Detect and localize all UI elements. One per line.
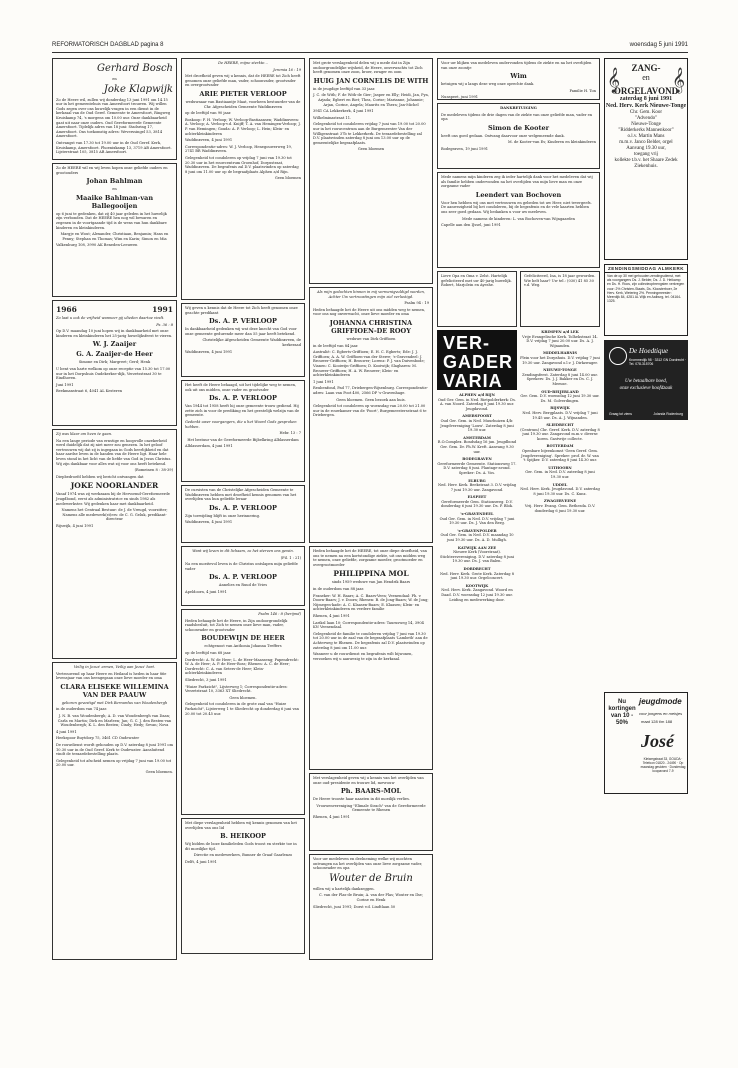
- notice-name: Wouter de Bruin: [329, 872, 413, 884]
- notice-name: HUIG JAN CORNELIS DE WITH: [313, 76, 429, 85]
- ad-jose-jeugdmode: Nu kortingen van 10 - 50% jeugdmode voor jongens en meisjes maat 128 t/m 188 José Kleiwegstraat 33, GOUDA · Telefoon 01820 - 24490 · Op maandag gesloten · Donderdag koopavond 7-9: [604, 692, 688, 794]
- church-event: [520, 499, 600, 513]
- church-event: [520, 330, 600, 348]
- church-event-place: ALPHEN a/d RIJN: [459, 393, 495, 397]
- notice-death-van-der-paauw: Veilig in Jezus' armen, Veilig aan Jezus' hart. Vertrouwend op haar Heere en Heiland is heden in haar 86e levensjaar van ons heengegaan onze lieve moeder en oma CLARA ELISEKE WILLEMINA VAN DER PAAUW geboren gevestigd met Dirk Bernardus van Woudenbergh in de ouderdom van 74 jaar. J. N. B. van Woudenbergh; A. D. van Woudenbergh van Daan; Carla en Martin; Dirk en Marleen; Jan; G. C. J. den Besten-van Woudenbergh; K. L. den Besten; Cindy; Hedy; Sevan; Nova 4 juni 1991 Heekspoor Buytdorp 75, 3461 CD Oudewater De rouwdienst wordt gehouden op D.V. zaterdag 8 juni 1991 om 10.30 uur in de Oud Geref. Kerk te Oudewater. Aansluitend vindt de teraardebestelling plaats. Gelegenheid tot afscheid nemen op vrijdag 7 juni van 19.00 tot 20.00 uur. Geen bloemen.: [52, 662, 177, 960]
- church-event-text: Ned. Herv. Kerk. Jeugdavond. D.V. zaterdag 8 juni 19.30 uur. Ds. C. Kunz.: [520, 487, 600, 496]
- notice-thanks-van-bochoven: Mede namens mijn kinderen zeg ik ieder hartelijk dank voor het medeleven dat wij als familie hebben ondervonden na het overlijden van mijn lieve man en onze zorgzame vader Leendert van Bochoven Voor hen hebben wij ons met vertrouwen en gebeden tot uw Heer, niet tevergeefs. De aanwezigheid bij het condoleren, bij de begrafenis en de vele kaarten hebben ons zeer goed gedaan. Wij bedanken u voor uw meeleven. Mede namens de kinderen: L. van Bochoven-van Wijngaarden Capelle aan den IJssel, juni 1991: [437, 172, 600, 268]
- header-left: REFORMATORISCH DAGBLAD pagina 8: [52, 42, 164, 48]
- notice-thanks-de-kooter: DANKBETUIGING De medeleven tijdens de drie dagen van de ziekte van onze geliefde man, vader en opa Simon de Kooter heeft ons goed gedaan. Ontvang daarvoor onze welgemeende dank. M. de Kooter-van Es; Kinderen en kleinkinderen Bodegraven, 19 juni 1991: [437, 103, 600, 169]
- church-event-place: BODEGRAVEN: [462, 457, 492, 462]
- church-event-place: 's-GRAVENDEEL: [460, 512, 494, 517]
- church-event: [437, 393, 517, 411]
- notice-anniversary-bahlman: Zo de HEERE wil en wij leven hopen onze geliefde ouders en grootouders Johan Bahlman en Maaike Bahlman-van Ballegooijen op 6 juni te gedenken, dat zij 40 jaar geleden in het huwelijk zijn verbonden. Dat de HEERE hen nog wil bewaren en zegenen in de voortgaande tijd is de wens van hun dankbare kinderen en kleinkinderen. Margje en Wout; Alexander, Christiaan, Benjamin; Hans en Fenny; Stephan en Thomas; Wim en Karin; Simon en Mia Valkenburg 108, 3990 AK Beneden-Leeuwen: [52, 163, 177, 297]
- church-event-text: (Centrum) Chr. Geref. Kerk. D.V. zaterdag 8 juni 19.30 uur. Zangavond m.m.v. diverse koren. Gastvrije collecte.: [520, 427, 600, 441]
- church-event-place: ELSPEET: [467, 495, 487, 500]
- column-1: [52, 58, 177, 963]
- ad-zang-orgelavond: 𝄞 𝄞 ZANG- en ORGELAVOND zaterdag 8 juni 1991 Ned. Herv. Kerk Nieuwe-Tonge Chr. Gem. Koor "Advendo" Nieuwe-Tonge "Ridderkerks Mannenkoor" o.l.v. Martin Mans m.m.v. Janco Belder, orgel Aanvang 19.30 uur, toegang vrij kollekte t.b.v. het Shaare Zedek Ziekenhuis.: [604, 58, 688, 260]
- church-event-text: Oud Ger. Gem. in Ned. Rietpolderkerk: Ds. A. van Noord. Zaterdag 8 juni 19.30 uur. Jeugdavond.: [437, 397, 517, 411]
- notice-death-verloop-apeldoorn: Want wij leven in dit lichaam, zo het sterven ons gewin. (Fil. 1 : 21) Na een moeitevol leven is de Christus ontslapen mijn geliefde vader Ds. A. P. VERLOOP Annelies en Ruud de Vries Apeldoorn, 4 juni 1991: [181, 546, 305, 606]
- church-events-left: [437, 330, 517, 605]
- church-event: [520, 390, 600, 404]
- notice-name: Gerhard Bosch: [97, 63, 173, 74]
- treble-clef-icon: 𝄞: [607, 67, 621, 92]
- church-event: [437, 584, 517, 602]
- church-event: [520, 483, 600, 497]
- notice-death-de-heer: Psalm 146 : 8 (berijmd) Heden behaagde het de Heere, in Zijn ondoorgrondelijk raadsbesluit, tot Zich te nemen onze lieve man, vader, schoonvader en grootvader BOUDEWIJN DE HEER echtgenoot van Anthonia Johanna Treffers op de leeftijd van 68 jaar. Dordrecht: A. W. de Heer; L. de Heer-Maasseng; Papendrecht: W. A. de Heer; A. P. de Heer-Boss; Rhenen: A. C. de Heer; Dordrecht: C. A. van Seters-de Heer; Klein- achterkleinkinderen Sliedrecht, 3 juni 1991 "Huize Parkzicht", Lijsterweg 1; Correspondentie-adres: Verzetstraat 10, 3363 XT Sliedrecht. Geen bloemen. Gelegenheid tot condoleren in de grote zaal van "Huize Parkzicht", Lijsterweg 1 te Sliedrecht op donderdag 6 juni van 20.00 tot 20.45 uur.: [181, 609, 305, 815]
- church-event-place: AMSTERDAM: [463, 435, 491, 440]
- church-event-place: 's-GRAVENPOLDER: [457, 528, 497, 533]
- column-4: [437, 58, 600, 605]
- notice-name: Maaike Bahlman-van Ballegooijen: [75, 193, 154, 210]
- notice-name: ARIE PIETER VERLOOP: [199, 89, 287, 98]
- notice-name: W. J. Zaaijer: [92, 340, 137, 349]
- notice-name: Wim: [510, 72, 527, 81]
- church-event-text: Ger. Gem. in Ned. D.V. zaterdag 8 juni 19.30 uur.: [525, 470, 595, 480]
- notice-name: Johan Bahlman: [86, 177, 143, 186]
- notice-death-noorlander: Zij was klaar om heen te gaan. Na een lange periode van ernstige en hoopvolle onzekerheid werd duidelijk dat zij niet meer zou genezen. In het geloof vertrouwen wij dat zij is ingegaan in Gods heerlijkheid en dat haar aardse leven in de handen van de Heere ligt. Haar hele leven stond in het licht van de liefde van God in Jezus Christus. Wij zijn dankbaar voor alles wat zij voor ons heeft betekend. (Romeinen 8 : 38-39) Diepbedroefd hebben wij bericht ontvangen dat JOKE NOORLANDER Vanaf 1974 was zij werkzaam bij de Hervormd-Gereformeerde Jeugdbond, eerst als administratrice en sinds 1982 als medewerkster. Wij gedenken haar met dankbaarheid. Namens het Centraal Bestuur: de J. de Vreugd, voorzitter; Namens alle medewerk(st)ers: de C. G. Geluk, predikant-directeur Rijswijk, 4 juni 1991: [52, 429, 177, 659]
- notice-name: JOKE NOORLANDER: [70, 481, 159, 491]
- church-event-place: DORDRECHT: [463, 567, 491, 571]
- church-event: [520, 406, 600, 420]
- church-event-place: NIEUWE-TONGE: [543, 368, 577, 373]
- notice-death-baars-mol: Met verslagenheid geven wij u kennis van het overlijden van onze oud-presidente en trouwe lid, mevrouw Ph. BAARS-MOL De Heere trooste haar naasten in dit moeilijk verlies. Vrouwenvereniging "Elimale Sirach" van de Gereformeerde Gemeente te Rhenen Rhenen, 4 juni 1991: [309, 773, 433, 851]
- notice-name: Ds. A. P. VERLOOP: [209, 317, 277, 326]
- notice-thanks-de-bruin: Voor uw medeleven en deelneming welke wij mochten ontvangen na het overlijden van onze lieve zorgzame vader, schoonvader en opa Wouter de Bruin willen wij u hartelijk dankzeggen. C. van der Plas-de Bruin; A. van der Plas; Wouter en Ilse; Corine en Henk Sliedrecht, juni 1991; Dorst v.d. Lindtlaan 50: [309, 854, 433, 960]
- vergader-varia-banner: VER-GADER VARIA: [437, 330, 517, 390]
- column-3: [309, 58, 433, 963]
- notice-name: PHILIPPINA MOL: [333, 569, 409, 579]
- notice-death-de-with: Met grote verslagenheid delen wij u mede dat in Zijn ondoorgrondelijke wijsheid, de Heere, onverwachts tot Zich heeft genomen onze zoon, broer, zwager en oom HUIG JAN CORNELIS DE WITH in de jeugdige leeftijd van 33 jaar. J. C. de With; F. de With-de Gier; Jasper en Elly; Heidi, Jan, Pya, Arjada; Egbert en Riet; Thea, Corise; Marianne, Johannie; Arjan, Corine, Angela; Maurits en Thera; Jan-Michel 3941 CA Lekkerkerk, 4 juni 1991 Wilhelminastraat 11. Gelegenheid tot condoleren vrijdag 7 juni van 19.00 tot 20.00 uur in het rouwcentrum aan de Burgemeester Van der Willigenstraat 37b te Lekkerkerk. De teraardebestelling zal D.V. plaatsvinden zaterdag 8 juni om 13.00 uur op de gemeentelijke begraafplaats. Geen bloemen: [309, 58, 433, 284]
- church-event-text: Plein voor het Dorpshuis. D.V. vrijdag 7 juni 19.30 uur. Zangavond o.l.v. J. Dirkzwager.: [520, 355, 600, 365]
- church-event-place: UDDEL: [552, 482, 568, 487]
- notice-name: CLARA ELISEKE WILLEMINA VAN DER PAAUW: [60, 682, 169, 699]
- notice-name: BOUDEWIJN DE HEER: [201, 634, 285, 643]
- notice-death-verloop-alblasserdam: Het heeft de Heere behaagd, uit het tijdelijke weg te nemen, ook uit ons midden, onze vader en grootvader Ds. A. P. VERLOOP Van 1944 tot 1958 heeft hij onze gemeente trouw gediend. Hij zette zich in voor de prediking en het geestelijk welzijn van de gemeente. Gedenkt uwer voorgangers, die u het Woord Gods gesproken hebben. Hebr. 13 : 7 Het bestuur van de Gereformeerde Bijbelkring Alblasserdam Alblasserdam, 4 juni 1991: [181, 380, 305, 482]
- ad-hoedtique: De Hoedtique Krommedijk 98 · 3312 GN Dordrecht · Tel. 078-315706 Uw betaalbare hoed, onze exclusieve hoofdzaak Graag tot ziens Jolanda Rodenburg: [604, 340, 688, 420]
- notice-name: Ds. A. P. VERLOOP: [209, 503, 277, 512]
- ad-zendingsmiddag: ZENDINGSMIDDAG ALMKERK Van de op 30 mei gehouden zendingsdienst, met als voorgangers Ds. J. Belder, Ds. J. D. Heikamp en Ds. H. Roos, zijn collecteopbrengsten verkregen voor: 2% Christen-Staats, Ds. Kloosterboer, 2e Herv. Kerk, Wetering 2%. Penningmeester: Meerdijk 84, 4281 AL Wijk en Aalburg, tel. 04164-1325.: [604, 264, 688, 336]
- header-right: woensdag 5 juni 1991: [629, 42, 688, 48]
- notice-name: Joke Klapwijk: [103, 83, 173, 95]
- church-event-text: Zendingsfeest. Zaterdag 8 juni 14.00 uur. Sprekers: Ds. J. J. Bakker en Ds. C. J. Meeuse.: [522, 372, 598, 386]
- church-event-place: KATWIJK AAN ZEE: [457, 545, 497, 550]
- church-event: [437, 414, 517, 432]
- notice-congrats-ina: Gefeliciteerd, Ina, is 18 jaar geworden. Wie belt haar? Uw tel.: (030) 41 85 30 v.d. Weg.: [520, 271, 600, 327]
- notice-death-griffioen: Als mijn gedachten binnen in mij vermenigvuldigd worden, Achter Uw vertroostingen mijn ziel verlustigd. Psalm 94 : 19 Heden behaagde het de Heere uit ons midden weg te nemen, voor ons nog onverwacht, onze lieve moeder en oma JOHANNA CHRISTINA GRIFFIOEN-DE ROOY weduwe van Dirk Griffioen in de leeftijd van 84 jaar. Australië: C. Egberts-Griffioen; E. H. C. Egberts; Ede: J. J. Griffioen; A. A. W. Griffioen-van der Sterre; 's-Gravendeel: J. Brouwer-Griffioen; H. Brouwer; Lorenz: P. J. van Duivenbode; Vianen: C. Kooiwijn-Griffioen; D. Kooiwijk; Slagharen: M. Brouwer-Griffioen; H. A. W. Brouwer; Klein- en achterkleinkinderen 1 juni 1991 Reubenfond, Pad 77, Driebergen-Rijsenburg. Correspondentie-adres: Laan van Poot 400, 2566 DP 's-Gravenhage. Geen bloemen. Geen bezoek aan huis. Gelegenheid tot condoleren op woensdag van 20.00 tot 21.00 uur in de rouwkamer van de 'Poort', Burgemeestersstraat 6 te Driebergen.: [309, 287, 433, 543]
- church-event-place: AMERSFOORT: [462, 414, 492, 419]
- church-event: [437, 512, 517, 526]
- church-event-text: Oud Ger. Gem. in Ned. D.V. vrijdag 7 juni 19.30 uur. Ds. J. Van den Berg.: [439, 516, 515, 526]
- church-event-place: KRIMPEN a/d LEK: [541, 330, 579, 334]
- hat-logo-icon: [609, 347, 627, 365]
- church-event-text: Nieuwe Kerk (Voorstraat). Stichtersvereniging. D.V. zaterdag 8 juni 19.30 uur. Ds. J. van Balen.: [439, 550, 514, 564]
- church-event-text: Gereformeerde Gemeente. Stationsweg 17. D.V. zaterdag 8 juni. Plantage-avond. Spreker: Ds. A. Vos.: [437, 461, 517, 475]
- ad-column-bottom: [604, 692, 688, 798]
- notice-death-verloop-family: De HEERE, mijne sterkte... Jeremia 16 : 19 Met droefheid geven wij u kennis, dat de HEERE tot Zich heeft genomen onze geliefde man, vader, schoonvader, grootvader en overgrootvader ARIE PIETER VERLOOP weduwnaar van Bastiaantje Maat, voorheen bestuurder van de Chr. Afgescheiden Gemeente Waddinxveen op de leeftijd van 90 jaar. Boskoop: F. H. Verloop; W. Verloop-Bastiaansen; Waddinxveen: A. Verloop; A. Verloop-v.d. Knijff; T. A. van Hemingen-Verloop; J. P. van Hemingen; Gouda: A. P. Verloop; L. Hein; Klein- en achterkleinkinderen Waddinxveen, 4 juni 1991 Correspondentie-adres: W. J. Verloop, Henegouwerweg 19, 2741 BR Waddinxveen. Gelegenheid tot condoleren op vrijdag 7 juni van 19.30 tot 20.30 uur in het rouwcentrum Groenhof, Dorpsstraat, Waddinxveen. De begrafenis zal D.V. plaatsvinden op zaterdag 8 juni om 11.00 uur op de begraafplaats Alphen a/d Rijn. Geen bloemen: [181, 58, 305, 300]
- church-event-text: Ned. Herv. Kerk. Beekstraat 3. D.V. vrijdag 7 juni 19.30 uur. Zangavond.: [437, 483, 517, 492]
- church-event-text: Ger. Gem. D.V. woensdag 12 juni 19.30 uur. Ds. M. Golverdingen.: [520, 394, 600, 403]
- church-event: [520, 466, 600, 480]
- church-event: [437, 479, 517, 493]
- church-event-text: Vrije Evangelische Kerk. Tolhekstraat 14. D.V. vrijdag 7 juni 20.00 uur. Ds. A. J. Wijnanden.: [522, 334, 598, 348]
- church-event-text: Ned. Herv. Kerk. Grote Kerk. Zaterdag 8 juni 19.30 uur. Orgelconcert.: [439, 571, 515, 581]
- church-event: [437, 529, 517, 543]
- church-event: [520, 368, 600, 386]
- notice-name: B. HEIKOOP: [220, 832, 266, 841]
- notice-name: JOHANNA CHRISTINA GRIFFIOEN-DE ROOY: [329, 318, 413, 335]
- page-header: [52, 40, 688, 53]
- church-event-place: KOOTWIJK: [465, 583, 489, 588]
- church-event: [437, 567, 517, 581]
- notice-name: Leendert van Bochoven: [475, 190, 562, 199]
- notice-death-heikoop: Met diepe verslagenheid hebben wij kennis genomen van het overlijden van ons lid B. HEIKOOP Wij bidden de boze familieleden Gods troost en sterkte toe in dit moeilijke tijd. Directie en medewerkers, Bunner de Graaf Gaarlenzo Delft, 4 juni 1991: [181, 818, 305, 954]
- notice-name: Ds. A. P. VERLOOP: [209, 573, 277, 582]
- notice-wedding-bosch: Gerhard Bosch en Joke Klapwijk Zo de Heere wil, zullen wij donderdag 13 juni 1991 om 14.15 uur in het gemeentehuis van Amersfoort trouwen. Wij willen Gods zegen over ons huwelijk vragen in een dienst in de kerkzaal van de Oud Geref. Gemeente te Amersfoort, Ringweg Kruiskamp 74, 's morgens om 10.00 uur. Onze dankbaarheid gaat uit naar onze ouders. Oud Gereformeerde Gemeente Amersfoort. Tijdelijk adres van 18 juni: Stadsring 17, Amersfoort. Ons toekomstig adres: Weverssingel 53, 3814 Amersfoort. Ontvangst van 17.30 tot 19.00 uur in de Oud Geref. Kerk, Kruiskamp, Amersfoort. Phoenixkamp 13, 3719 AB Amersfoort. Lijsterstraat 105, 3815 AB Amersfoort.: [52, 58, 177, 160]
- notice-death-mol: Heden behaagde het de HEERE, tot onze diepe droefheid, van ons te nemen na een kortstondige ziekte, uit ons midden weg te nemen, onze geliefde, zorgzame moeder, grootmoeder en overgrootmoeder PHILIPPINA MOL sinds 1959 weduwe van Jan Hendrik Baars in de ouderdom van 88 jaar. Franeker: W. H. Baars; A. C. Baars-Veen; Veenendaal: Ph. v. Doorn-Baars; J. v. Doorn; Rhenen: B. de Jong-Baars; W. de Jong; Nijmegen-kade: A. C. Klaasen-Baars; E. Klaasen; Klein- en achterkleinkinderen en verdere familie Rhenen, 4 juni 1991 Lariksl laan 10; Correspondentie-adres: Taurusweg 14, 3904 KN Veenendaal. Gelegenheid de familie te condoleren vrijdag 7 juni van 19.30 tot 20.00 uur in de zaal van de begraafplaats 'Lambeth' aan de Achterweg te Rhenen. De begrafenis zal D.V. plaatsvinden op zaterdag 8 juni om 11.00 uur. Wanneer u de rouwdienst en begrafenis wilt bijwonen, verzoeken wij u aanwezig te zijn in de kerkzaal.: [309, 546, 433, 770]
- church-event-text: Oud Ger. Gem. in Ned. Muurhuizen 4/b: Jeugdvereniging 'Louw'. Zaterdag 8 juni 19.30 uur.: [440, 418, 514, 433]
- treble-clef-icon: 𝄞: [671, 67, 685, 92]
- church-event: [520, 351, 600, 365]
- church-event: [437, 495, 517, 509]
- church-event-text: Ned. Herv. Bergplaats. D.V. vrijdag 7 juni 19.45 uur. Ds. A. J. Wijnanden.: [522, 410, 598, 420]
- church-events-right: [520, 330, 600, 605]
- church-event-place: ZWAGERVEENE: [543, 499, 577, 504]
- notice-name: Ph. BAARS-MOL: [340, 787, 402, 796]
- notice-anniversary-zaaijer: 1966 1991 Zo laat u ook de vrijheid wanneer gij ulieden daartoe vindt. Ps. 36 : 8 Op D.V. maandag 10 juni hopen wij in dankbaarheid met onze kinderen en kleinkinderen het 25-jarig huwelijksfeest te vieren. W. J. Zaaijer G. A. Zaaijer-de Heer Simone en Dirk; Margreet; Gerd; Henk U bent van harte welkom op onze receptie van 15.30 tot 17.00 uur in het Dorpshuis Oudekerkse-dijk, Verzetsstraat 30 te Eindhoven. Juni 1991 Beekmanstraat 6, 4041 AL Kesteren: [52, 300, 177, 426]
- church-event-text: Vrij. Herv. Evang. Gem. Bethesda. D.V. donderdag 6 juni 19.30 uur.: [524, 504, 596, 513]
- column-2: [181, 58, 305, 957]
- notice-death-verloop-church: Wij geven u kennis dat de Heere tot Zich heeft genomen onze geachte predikant Ds. A. P. VERLOOP In dankbaarheid gedenken wij wat deze knecht van God voor onze gemeente gedurende meer dan 55 jaar heeft betekend. Christelijke Afgescheiden Gemeente Waddinxveen, de kerkeraad Waddinxveen, 4 juni 1991: [181, 303, 305, 377]
- church-event-text: Gereformeerde Gem. Stationsweg. D.V. donderdag 6 juni 19.30 uur. Ds. P. Blok.: [440, 499, 514, 509]
- church-event: [437, 436, 517, 454]
- notice-thanks-ton: Voor uw blijken van medeleven ondervonden tijdens de ziekte en na het overlijden van onze zoontje Wim betuigen wij u langs deze weg onze oprechte dank. Familie H. Ton Nunspeet, juni 1991: [437, 58, 600, 100]
- notice-name: Ds. A. P. VERLOOP: [209, 394, 277, 403]
- ad-column: [604, 58, 688, 424]
- church-event-text: Oud Ger. Gem. in Ned. D.V. maandag 10 juni 19.30 uur. Ds. A. D. Mulligh.: [440, 533, 514, 543]
- church-event: [520, 423, 600, 441]
- church-event-place: RIJSWIJK: [550, 406, 570, 411]
- church-event-place: OUD-BEIJERLAND: [541, 389, 579, 394]
- church-event-text: Openbare bijeenkomst 'Geen Geref. Gem. Jeugdvereniging'. Spreker: prof. dr. W. van 't Spijker. D.V. zaterdag 8 juni 14.30 uur.: [521, 449, 599, 463]
- church-event: [437, 546, 517, 564]
- notice-death-verloop-cursisten: De cursisten van de Christelijke Afgescheiden Gemeente te Waddinxveen hebben met droefheid kennis genomen van het overlijden van hun geliefde leraar Ds. A. P. VERLOOP Zijn toewijding blijft in onze herinnering. Waddinxveen, 4 juni 1991: [181, 485, 305, 543]
- church-event-place: ELBURG: [468, 478, 486, 483]
- church-event-place: SLIEDRECHT: [546, 423, 574, 428]
- church-event-text: R.O.Complex. Bondsdag 16 jun. Jeugdbond Ger. Gem. Dr. Ph.W. Kreft. Aanvang 9.30 uur.: [437, 440, 517, 454]
- notice-name: Simon de Kooter: [487, 123, 550, 132]
- church-event-place: ROTTERDAM: [546, 444, 574, 449]
- church-event-place: MIDDELHARNIS: [543, 351, 577, 356]
- notice-name: G. A. Zaaijer-de Heer: [76, 350, 153, 359]
- notice-congrats-zelst: Lieve Opa en Oma v. Zelst. Hartelijk gefeliciteerd met uw 40-jarig huwelijk. Robert, Marjolein en Ayeshe.: [437, 271, 517, 327]
- church-event: [520, 444, 600, 462]
- church-event-place: UITHOORN: [548, 465, 572, 470]
- church-event-text: Ned. Herv. Kerk. Zangavond. Woord en Daad. D.V. woensdag 12 juni 19.30 uur. Leiding en medewerking door.: [441, 588, 513, 602]
- church-event: [437, 457, 517, 475]
